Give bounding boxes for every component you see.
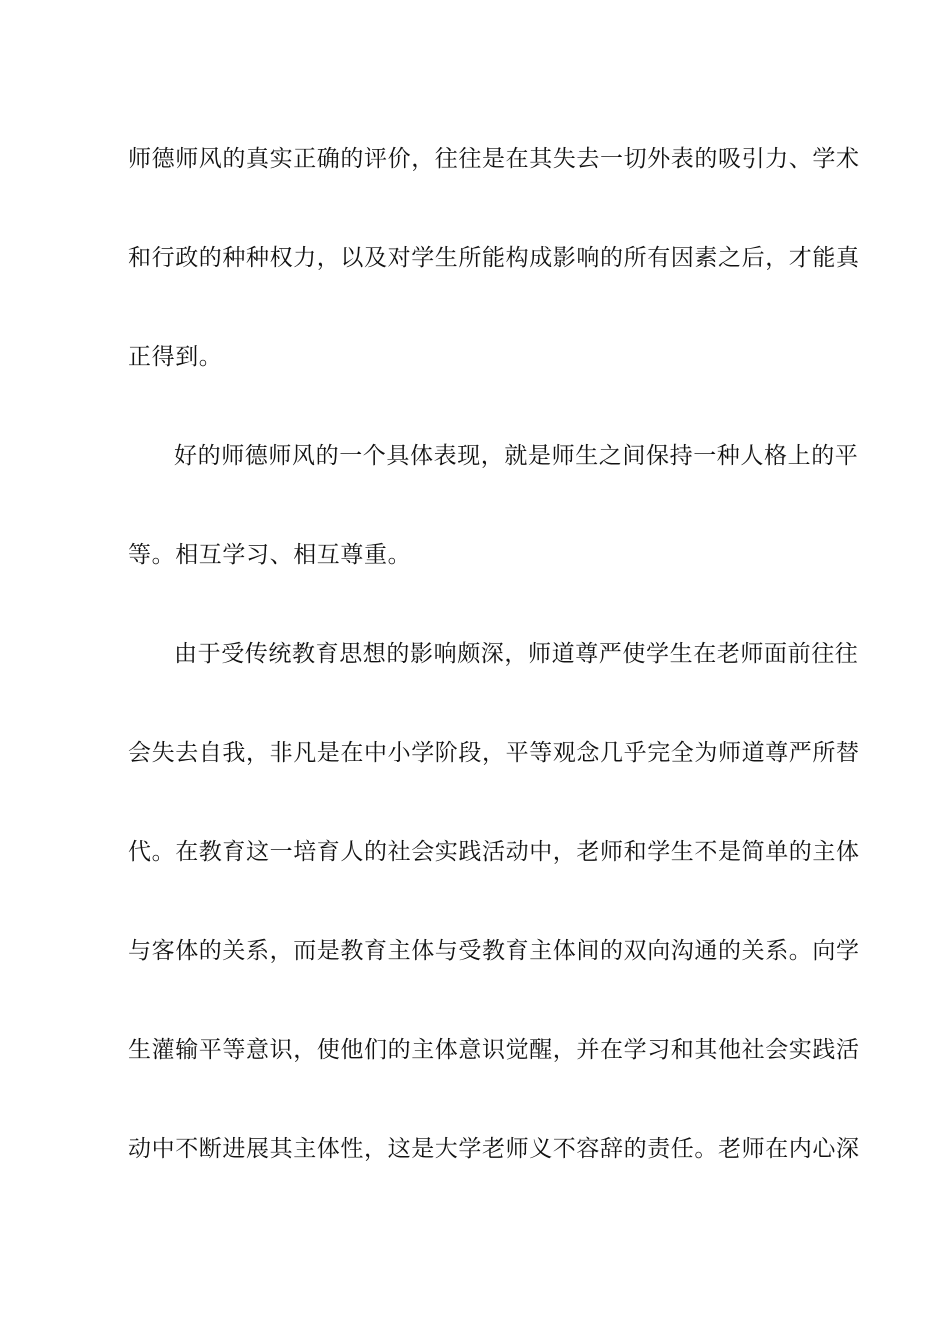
text-line: 师德师风的真实正确的评价，往往是在其失去一切外表的吸引力、学术 xyxy=(128,146,860,172)
document-body xyxy=(128,110,860,1199)
text-line: 生灌输平等意识，使他们的主体意识觉醒，并在学习和其他社会实践活 xyxy=(128,1037,860,1063)
text-line: 与客体的关系，而是教育主体与受教育主体间的双向沟通的关系。向学 xyxy=(128,938,860,964)
text-line: 正得到。 xyxy=(128,344,223,370)
text-line: 等。相互学习、相互尊重。 xyxy=(128,542,412,568)
text-line: 由于受传统教育思想的影响颇深，师道尊严使学生在老师面前往往 xyxy=(174,641,859,667)
text-line: 动中不断进展其主体性，这是大学老师义不容辞的责任。老师在内心深 xyxy=(128,1136,860,1162)
text-line: 代。在教育这一培育人的社会实践活动中，老师和学生不是简单的主体 xyxy=(128,839,860,865)
paragraph-2 xyxy=(128,407,859,605)
paragraph-1 xyxy=(128,110,860,407)
text-line: 会失去自我，非凡是在中小学阶段，平等观念几乎完全为师道尊严所替 xyxy=(128,740,860,766)
text-line: 好的师德师风的一个具体表现，就是师生之间保持一种人格上的平 xyxy=(174,443,859,469)
paragraph-3 xyxy=(128,605,860,1199)
text-line: 和行政的种种权力，以及对学生所能构成影响的所有因素之后，才能真 xyxy=(128,245,860,271)
